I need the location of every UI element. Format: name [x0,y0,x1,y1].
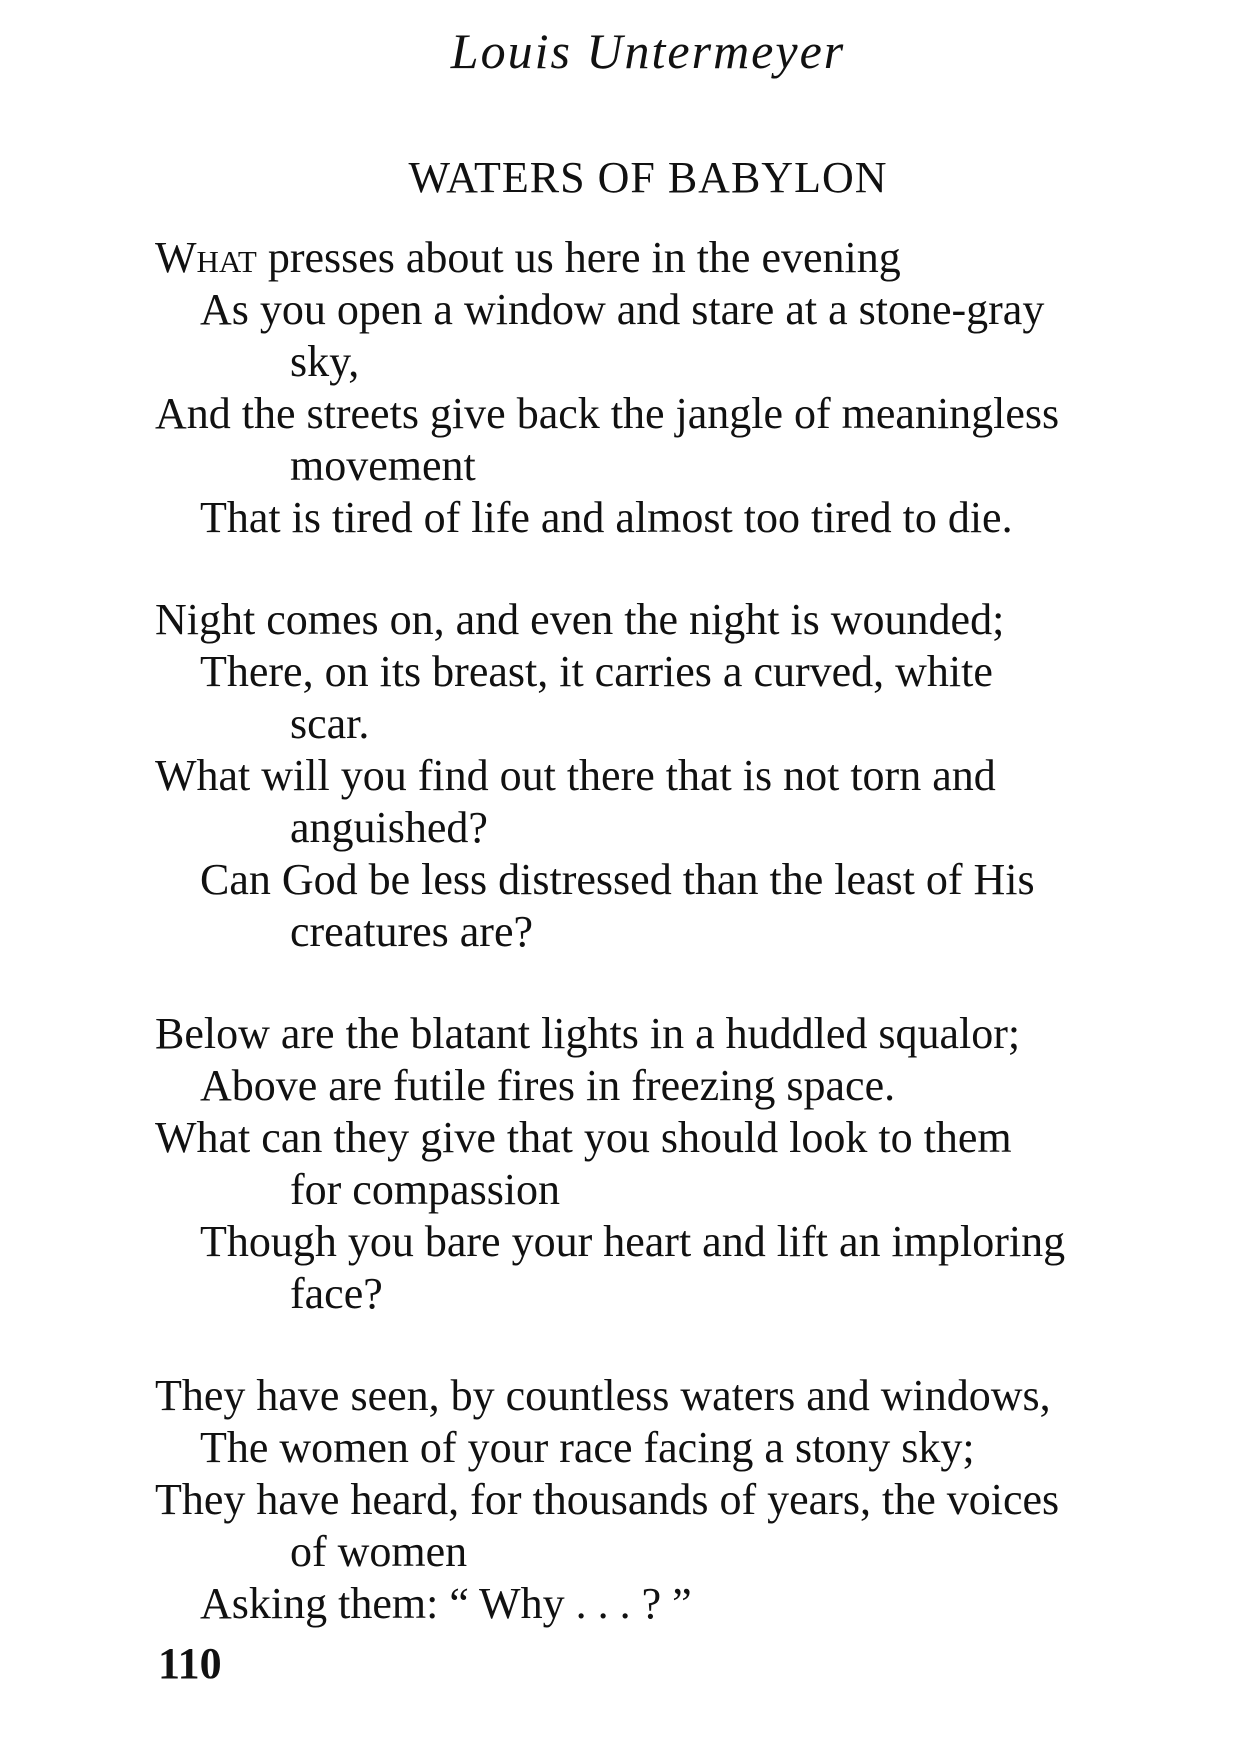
poem-line: They have seen, by countless waters and windows, [155,1371,1051,1420]
poem-line: That is tired of life and almost too tired to die. [200,493,1013,542]
poem-line-continuation: anguished? [290,803,488,852]
stanza-break [155,958,1155,1008]
poem-line-continuation: for compassion [290,1165,561,1214]
poem-line: Though you bare your heart and lift an imploring [200,1217,1066,1266]
poem-line: As you open a window and stare at a stone-gray [200,285,1045,334]
poem-line-continuation: scar. [290,699,370,748]
poem-line: There, on its breast, it carries a curved, white [200,647,993,696]
poem-line: They have heard, for thousands of years, the voices [155,1475,1060,1524]
small-caps-opening-word: What [155,233,257,282]
poem-line: Night comes on, and even the night is wounded; [155,595,1005,644]
stanza-break [155,544,1155,594]
poem-line: Can God be less distressed than the least of His [200,855,1035,904]
poem-line: The women of your race facing a stony sky; [200,1423,975,1472]
stanza-break [155,1320,1155,1370]
poem-line: What can they give that you should look to them [155,1113,1012,1162]
poem-line-continuation: face? [290,1269,383,1318]
poem-line-continuation: of women [290,1527,468,1576]
poem-line: Asking them: “ Why . . . ? ” [200,1579,692,1628]
poem-line: Below are the blatant lights in a huddled squalor; [155,1009,1021,1058]
poem-line: Above are futile fires in freezing space. [200,1061,896,1110]
line-text: presses about us here in the evening [256,233,901,282]
page-number: 110 [158,1639,222,1688]
stanza-4 [155,1370,1155,1630]
poem-line-continuation: creatures are? [290,907,534,956]
poem-line [155,232,1155,284]
poem-line-continuation: sky, [290,337,360,386]
poem-line-continuation: movement [290,441,476,490]
stanza-1 [155,232,1155,544]
poem-title: WATERS OF BABYLON [408,153,888,202]
poem-body [155,232,1155,1630]
running-head-author: Louis Untermeyer [450,23,846,79]
poem-line: What will you find out there that is not torn and [155,751,996,800]
poem-line: And the streets give back the jangle of meaningless [155,389,1060,438]
stanza-3 [155,1008,1155,1320]
stanza-2 [155,594,1155,958]
